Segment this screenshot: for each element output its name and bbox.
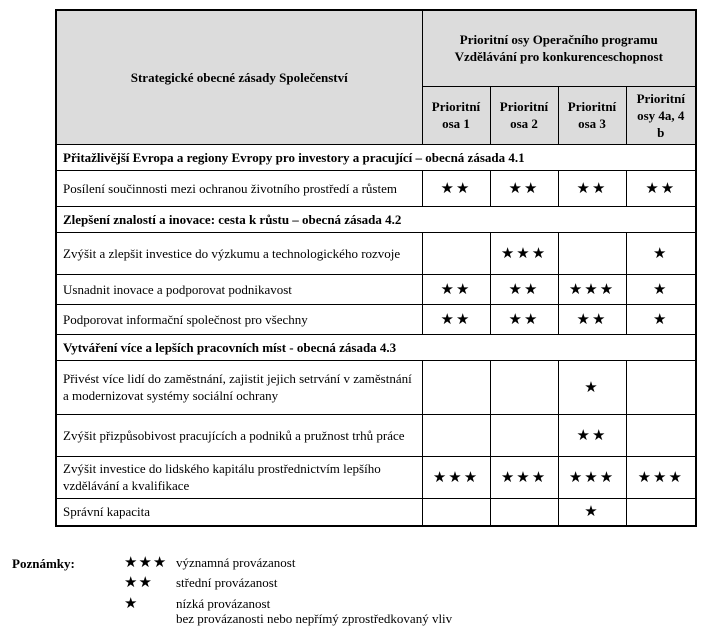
header-axis-4: Prioritní osy 4a, 4 b [626,86,696,144]
legend-text: nízká provázanost [176,596,271,611]
rating-cell [422,360,490,414]
rating-cell [626,360,696,414]
legend-item [124,553,295,573]
rating-cell: ★★ [558,304,626,334]
rating-cell: ★ [558,360,626,414]
legend-symbol: ★★★ [124,553,168,571]
rating-cell: ★★ [422,304,490,334]
row-label: Zvýšit a zlepšit investice do výzkumu a technologického rozvoje [56,232,422,274]
rating-cell: ★★ [558,414,626,456]
legend-item [124,611,452,631]
rating-cell: ★ [626,274,696,304]
rating-cell: ★★★ [558,456,626,498]
legend-text: významná provázanost [176,555,296,570]
row-label: Správní kapacita [56,498,422,526]
rating-cell [422,414,490,456]
row-label: Zvýšit přizpůsobivost pracujících a podniků a pružnost trhů práce [56,414,422,456]
rating-cell: ★ [626,304,696,334]
table-row [56,304,696,334]
legend-symbol: ★★ [124,573,153,591]
rating-cell: ★★ [490,274,558,304]
rating-cell: ★★★ [626,456,696,498]
row-label: Posílení součinnosti mezi ochranou životního prostředí a růstem [56,170,422,206]
rating-cell [626,414,696,456]
section-title: Vytváření více a lepších pracovních míst - obecná zásada 4.3 [56,334,696,360]
table-row [56,232,696,274]
notes-label: Poznámky: [12,556,75,571]
rating-cell: ★★ [490,170,558,206]
rating-cell [626,498,696,526]
section-row [56,334,696,360]
section-row [56,144,696,170]
rating-cell: ★★ [558,170,626,206]
rating-cell: ★★ [422,274,490,304]
header-axis-2: Prioritní osa 2 [490,86,558,144]
rating-cell: ★ [626,232,696,274]
legend-item [124,573,277,593]
rating-cell [490,498,558,526]
rating-cell: ★★ [490,304,558,334]
rating-cell: ★★★ [422,456,490,498]
section-title: Přitažlivější Evropa a regiony Evropy pro investory a pracující – obecná zásada 4.1 [56,144,696,170]
rating-cell [422,232,490,274]
table-row [56,414,696,456]
rating-cell [422,498,490,526]
table-row [56,170,696,206]
legend-text: střední provázanost [176,575,278,590]
priority-table-container [55,9,695,527]
rating-cell: ★★★ [558,274,626,304]
rating-cell [490,414,558,456]
section-title: Zlepšení znalostí a inovace: cesta k růstu – obecná zásada 4.2 [56,206,696,232]
table-row [56,274,696,304]
header-program: Prioritní osy Operačního programu Vzdělávání pro konkurenceschopnost [422,10,696,86]
table-row [56,456,696,498]
row-label: Podporovat informační společnost pro všechny [56,304,422,334]
table-row [56,498,696,526]
rating-cell: ★★ [422,170,490,206]
rating-cell: ★★ [626,170,696,206]
rating-cell [558,232,626,274]
rating-cell: ★★★ [490,456,558,498]
header-axis-1: Prioritní osa 1 [422,86,490,144]
table-row [56,360,696,414]
row-label: Usnadnit inovace a podporovat podnikavost [56,274,422,304]
row-label: Přivést více lidí do zaměstnání, zajistit jejich setrvání v zaměstnání a modernizovat systémy sociální ochrany [56,360,422,414]
header-guidelines: Strategické obecné zásady Společenství [56,10,422,144]
header-axis-3: Prioritní osa 3 [558,86,626,144]
rating-cell: ★★★ [490,232,558,274]
row-label: Zvýšit investice do lidského kapitálu prostřednictvím lepšího vzdělávání a kvalifikace [56,456,422,498]
rating-cell: ★ [558,498,626,526]
section-row [56,206,696,232]
legend-symbol: ★ [124,594,139,612]
legend-text: bez provázanosti nebo nepřímý zprostředkovaný vliv [176,611,453,626]
priority-table [55,9,697,527]
rating-cell [490,360,558,414]
